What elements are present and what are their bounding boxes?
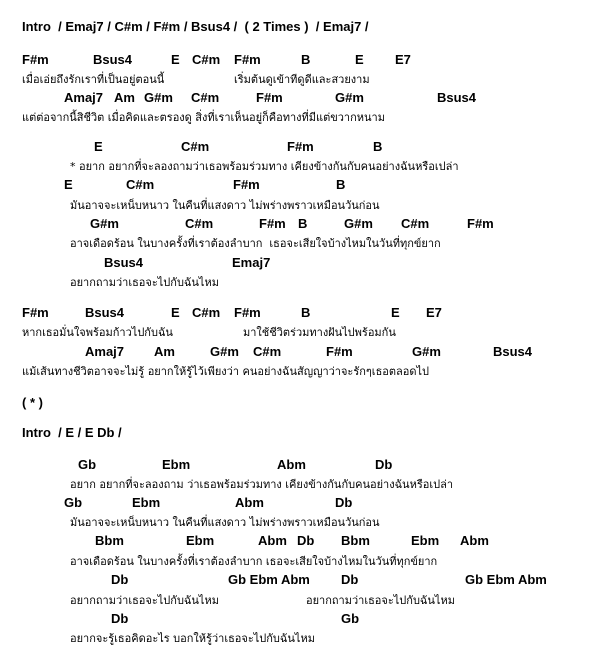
chord: Am [114, 90, 135, 105]
lyric-line [0, 234, 600, 252]
chord: Emaj7 [232, 255, 271, 270]
lyric: * อยาก อยากที่จะลองถามว่าเธอพร้อมร่วมทาง เคียงข้างกันกับคนอย่างฉันหรือเปล่า [70, 160, 459, 173]
chord: G#m [144, 90, 173, 105]
chord-line [0, 495, 600, 513]
chord: Db [111, 572, 129, 587]
chord: Bsus4 [85, 305, 125, 320]
chord: Abm [258, 533, 287, 548]
lyric: มันอาจจะเหน็บหนาว ในคืนที่แสงดาว ไม่พร่างพราวเหมือนวันก่อน [70, 199, 380, 212]
lyric: มันอาจจะเหน็บหนาว ในคืนที่แสงดาว ไม่พร่างพราวเหมือนวันก่อน [70, 516, 380, 529]
chord: C#m [191, 90, 220, 105]
chord: F#m [256, 90, 283, 105]
lyric: อาจเดือดร้อน ในบางครั้งที่เราต้องลำบาก เธอจะเสียใจบ้างไหมในวันที่ทุกข์ยาก [70, 555, 438, 568]
chord-line [0, 52, 600, 70]
chord: B [301, 305, 311, 320]
chord: Am [154, 344, 175, 359]
repeat-mark: ( * ) [22, 395, 43, 410]
chord: Ebm [186, 533, 215, 548]
chord-line [0, 305, 600, 323]
chord: Db [111, 611, 129, 626]
chord: C#m [401, 216, 430, 231]
lyric: เริ่มต้นดูเข้าทีดูดีและสวยงาม [234, 73, 370, 86]
chord: Ebm [132, 495, 161, 510]
chord: F#m [287, 139, 314, 154]
chord: Db [375, 457, 393, 472]
chord: Gb [78, 457, 97, 472]
chord: G#m [90, 216, 119, 231]
lyric-line [0, 475, 600, 493]
chord: Amaj7 [64, 90, 104, 105]
lyric-line [0, 513, 600, 531]
chord: Amaj7 [85, 344, 125, 359]
lyric-line [0, 552, 600, 570]
chord: C#m [181, 139, 210, 154]
chord: E [391, 305, 400, 320]
lyric-line [0, 70, 600, 88]
chord: F#m [234, 305, 261, 320]
chord: F#m [326, 344, 353, 359]
chord: B [298, 216, 308, 231]
lyric-line [0, 362, 600, 380]
chord: E [171, 52, 180, 67]
chord: Ebm [411, 533, 440, 548]
chord: Abm [235, 495, 264, 510]
chord: F#m [467, 216, 494, 231]
lyric: อยาก อยากที่จะลองถาม ว่าเธอพร้อมร่วมทาง เคียงข้างกันกับคนอย่างฉันหรือเปล่า [70, 478, 454, 491]
lyric: หากเธอมั่นใจพร้อมก้าวไปกับฉัน [22, 326, 173, 339]
intro-chords: Intro / E / E Db / [22, 425, 122, 440]
chord: Bbm [95, 533, 124, 548]
chord: F#m [22, 52, 49, 67]
chord: C#m [126, 177, 155, 192]
lyric: อยากถามว่าเธอจะไปกับฉันไหม [306, 594, 455, 607]
chord: Gb Ebm Abm [228, 572, 310, 587]
chord-line [0, 611, 600, 629]
chord: Db [297, 533, 315, 548]
chord-line [0, 572, 600, 590]
lyric: อยากถามว่าเธอจะไปกับฉันไหม [70, 276, 219, 289]
chord: Bbm [341, 533, 370, 548]
lyric-line [0, 196, 600, 214]
lyric-line [0, 157, 600, 175]
lyric: อยากจะรู้เธอคิดอะไร บอกให้รู้ว่าเธอจะไปกับฉันไหม [70, 632, 315, 645]
intro-chords: Intro / Emaj7 / C#m / F#m / Bsus4 / ( 2 Times ) / Emaj7 / [22, 19, 369, 34]
chord: G#m [412, 344, 441, 359]
chord: F#m [234, 52, 261, 67]
chord-line [0, 90, 600, 108]
lyric-line [0, 591, 600, 609]
chord: Bsus4 [93, 52, 133, 67]
lyric: แม้เส้นทางชีวิตอาจจะไม่รู้ อยากให้รู้ไว้เพียงว่า คนอย่างฉันสัญญาว่าจะรักๆเธอตลอดไป [22, 365, 430, 378]
chord-line [0, 344, 600, 362]
chord-line [0, 177, 600, 195]
chord: Gb [64, 495, 83, 510]
chord-line [0, 255, 600, 273]
intro-line [0, 425, 600, 443]
chord: Db [341, 572, 359, 587]
chord: E7 [395, 52, 411, 67]
chord: G#m [335, 90, 364, 105]
lyric-line [0, 323, 600, 341]
chord: G#m [344, 216, 373, 231]
chord: B [301, 52, 311, 67]
lyric-line [0, 108, 600, 126]
chord: G#m [210, 344, 239, 359]
chord: B [336, 177, 346, 192]
chord: E [94, 139, 103, 154]
chord: Gb Ebm Abm [465, 572, 547, 587]
chord: Bsus4 [104, 255, 144, 270]
chord: C#m [192, 305, 221, 320]
intro-line [0, 19, 600, 37]
chord: C#m [253, 344, 282, 359]
chord: Ebm [162, 457, 191, 472]
chord: E [64, 177, 73, 192]
chord: Bsus4 [493, 344, 533, 359]
chord: E7 [426, 305, 442, 320]
lyric: อยากถามว่าเธอจะไปกับฉันไหม [70, 594, 219, 607]
lyric-line [0, 629, 600, 647]
chord-line [0, 533, 600, 551]
lyric: แต่ต่อจากนี้สิชีวิต เมื่อคิดและตรองดู สิ่งที่เราเห็นอยู่ก็คือทางที่มีแต่ขวากหนาม [22, 111, 385, 124]
chord: Abm [460, 533, 489, 548]
chord: F#m [233, 177, 260, 192]
chord-line [0, 457, 600, 475]
chord: C#m [185, 216, 214, 231]
repeat-line [0, 395, 600, 413]
chord: F#m [22, 305, 49, 320]
chord: Abm [277, 457, 306, 472]
chord: C#m [192, 52, 221, 67]
chord: Gb [341, 611, 360, 626]
chord: E [171, 305, 180, 320]
chord: Bsus4 [437, 90, 477, 105]
lyric-line [0, 273, 600, 291]
lyric: มาใช้ชีวิตร่วมทางฝันไปพร้อมกัน [243, 326, 396, 339]
chord: E [355, 52, 364, 67]
chord: F#m [259, 216, 286, 231]
chord: Db [335, 495, 353, 510]
chord-line [0, 139, 600, 157]
lyric: เมื่อเอ่ยถึงรักเราที่เป็นอยู่ตอนนี้ [22, 73, 165, 86]
chord: B [373, 139, 383, 154]
lyric: อาจเดือดร้อน ในบางครั้งที่เราต้องลำบาก เธอจะเสียใจบ้างไหมในวันที่ทุกข์ยาก [70, 237, 441, 250]
chord-line [0, 216, 600, 234]
